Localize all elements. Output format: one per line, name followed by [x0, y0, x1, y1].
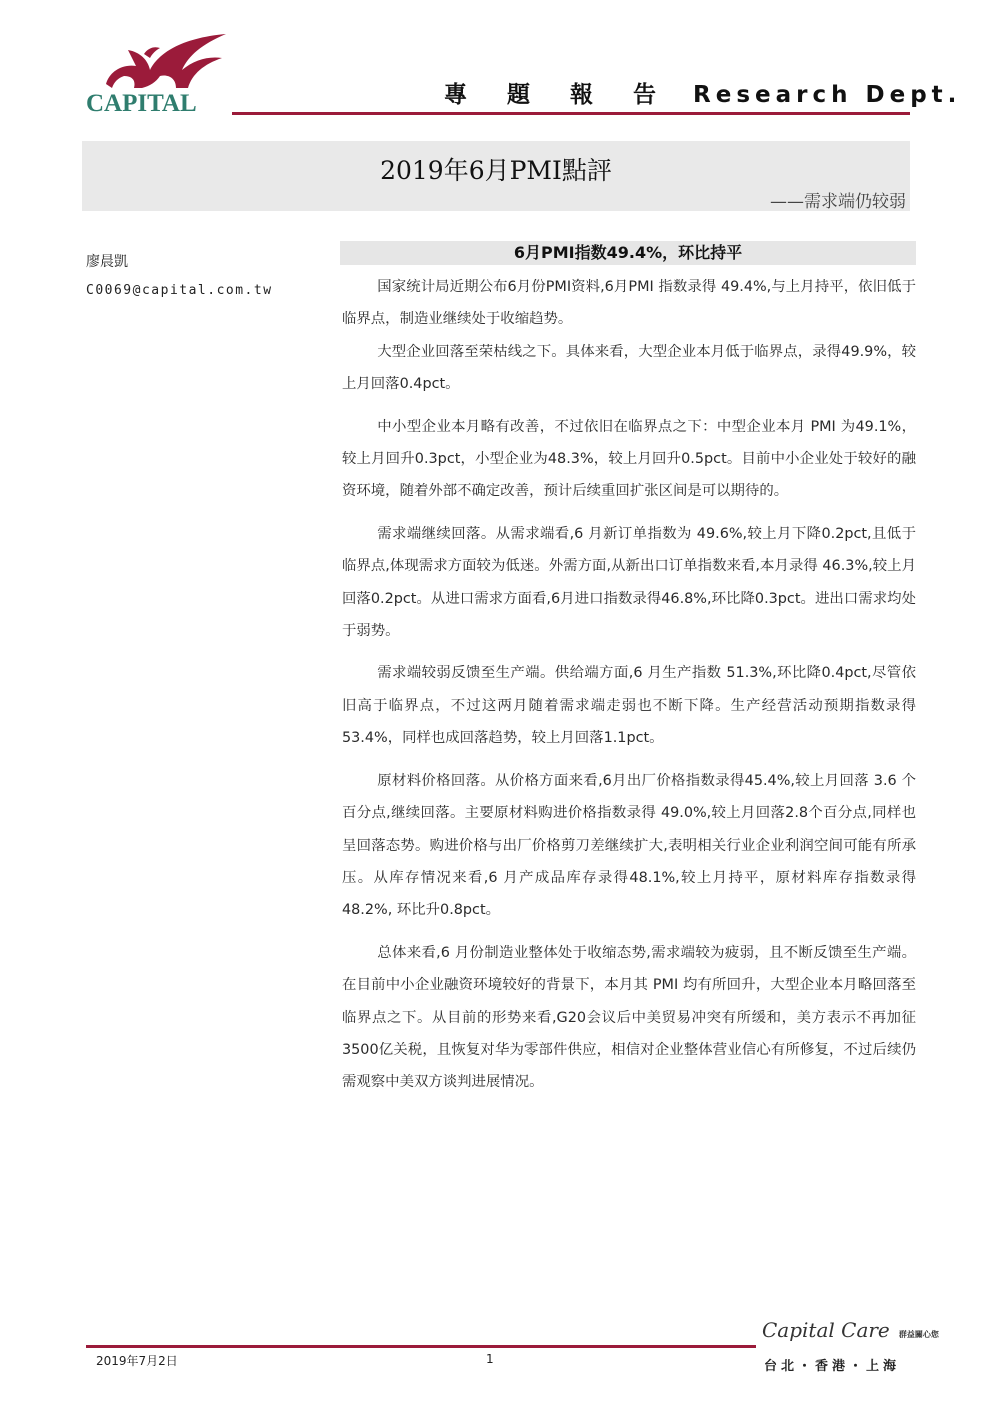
- paragraph: 大型企业回落至荣枯线之下。具体来看，大型企业本月低于临界点，录得49.9%，较上月回落0.4pct。: [342, 343, 916, 393]
- document-subtitle: ——需求端仍较弱: [770, 192, 906, 212]
- report-body: [342, 271, 916, 1099]
- brand-tagline: 群益關心您: [898, 1330, 939, 1339]
- paragraph: 需求端继续回落。从需求端看,6 月新订单指数为 49.6%,较上月下降0.2pct,且低于临界点,体现需求方面较为低迷。外需方面,从新出口订单指数来看,本月录得 46.3%,较上月回落0.2pct。从进口需求方面看,6月进口指数录得46.8%,环比降0.3pct。进出口需求均处于弱势。: [342, 525, 916, 640]
- document-title: 2019年6月PMI點評: [380, 156, 612, 185]
- paragraph: 原材料价格回落。从价格方面来看,6月出厂价格指数录得45.4%,较上月回落 3.6 个百分点,继续回落。主要原材料购进价格指数录得 49.0%,较上月回落2.8个百分点,同样也呈回落态势。购进价格与出厂价格剪刀差继续扩大,表明相关行业企业利润空间可能有所承压。从库存情况来看,6 月产成品库存录得48.1%,较上月持平，原材料库存指数录得 48.2%, 环比升0.8pct。: [342, 772, 916, 919]
- section-heading: 6月PMI指数49.4%，环比持平: [340, 241, 916, 265]
- page-number: 1: [486, 1352, 494, 1366]
- title-banner: [82, 141, 910, 211]
- paragraph: 中小型企业本月略有改善，不过依旧在临界点之下：中型企业本月 PMI 为49.1%，较上月回升0.3pct，小型企业为48.3%，较上月回升0.5pct。目前中小企业处于较好的融资环境，随着外部不确定改善，预计后续重回扩张区间是可以期待的。: [342, 418, 916, 500]
- paragraph: 国家统计局近期公布6月份PMI资料,6月PMI 指数录得 49.4%,与上月持平，依旧低于临界点，制造业继续处于收缩趋势。: [342, 279, 916, 328]
- report-type-label: 專 題 報 告: [444, 82, 673, 108]
- dept-label: Research Dept.: [693, 82, 962, 108]
- footer-brand: [762, 1318, 939, 1342]
- author-name: 廖晨凱: [86, 254, 128, 270]
- footer-divider: [86, 1345, 756, 1348]
- paragraph: 需求端较弱反馈至生产端。供给端方面,6 月生产指数 51.3%,环比降0.4pct,尽管依旧高于临界点，不过这两月随着需求端走弱也不断下降。生产经营活动预期指数录得 53.4%，同样也成回落趋势，较上月回落1.1pct。: [342, 665, 916, 747]
- footer-date: 2019年7月2日: [96, 1354, 178, 1368]
- logo-wordmark: CAPITAL: [86, 90, 197, 117]
- header-divider: [232, 112, 910, 115]
- report-header: [444, 76, 961, 109]
- footer-cities: 台北・香港・上海: [764, 1359, 901, 1374]
- brand-script-logo: Capital Care: [762, 1318, 890, 1342]
- paragraph: 总体来看,6 月份制造业整体处于收缩态势,需求端较为疲弱，且不断反馈至生产端。在目前中小企业融资环境较好的背景下，本月其 PMI 均有所回升，大型企业本月略回落至临界点之下。从目前的形势来看,G20会议后中美贸易冲突有所缓和，美方表示不再加征3500亿关税，且恢复对华为零部件供应，相信对企业整体营业信心有所修复，不过后续仍需观察中美双方谈判进展情况。: [342, 944, 916, 1091]
- author-email[interactable]: C0069@capital.com.tw: [86, 283, 273, 298]
